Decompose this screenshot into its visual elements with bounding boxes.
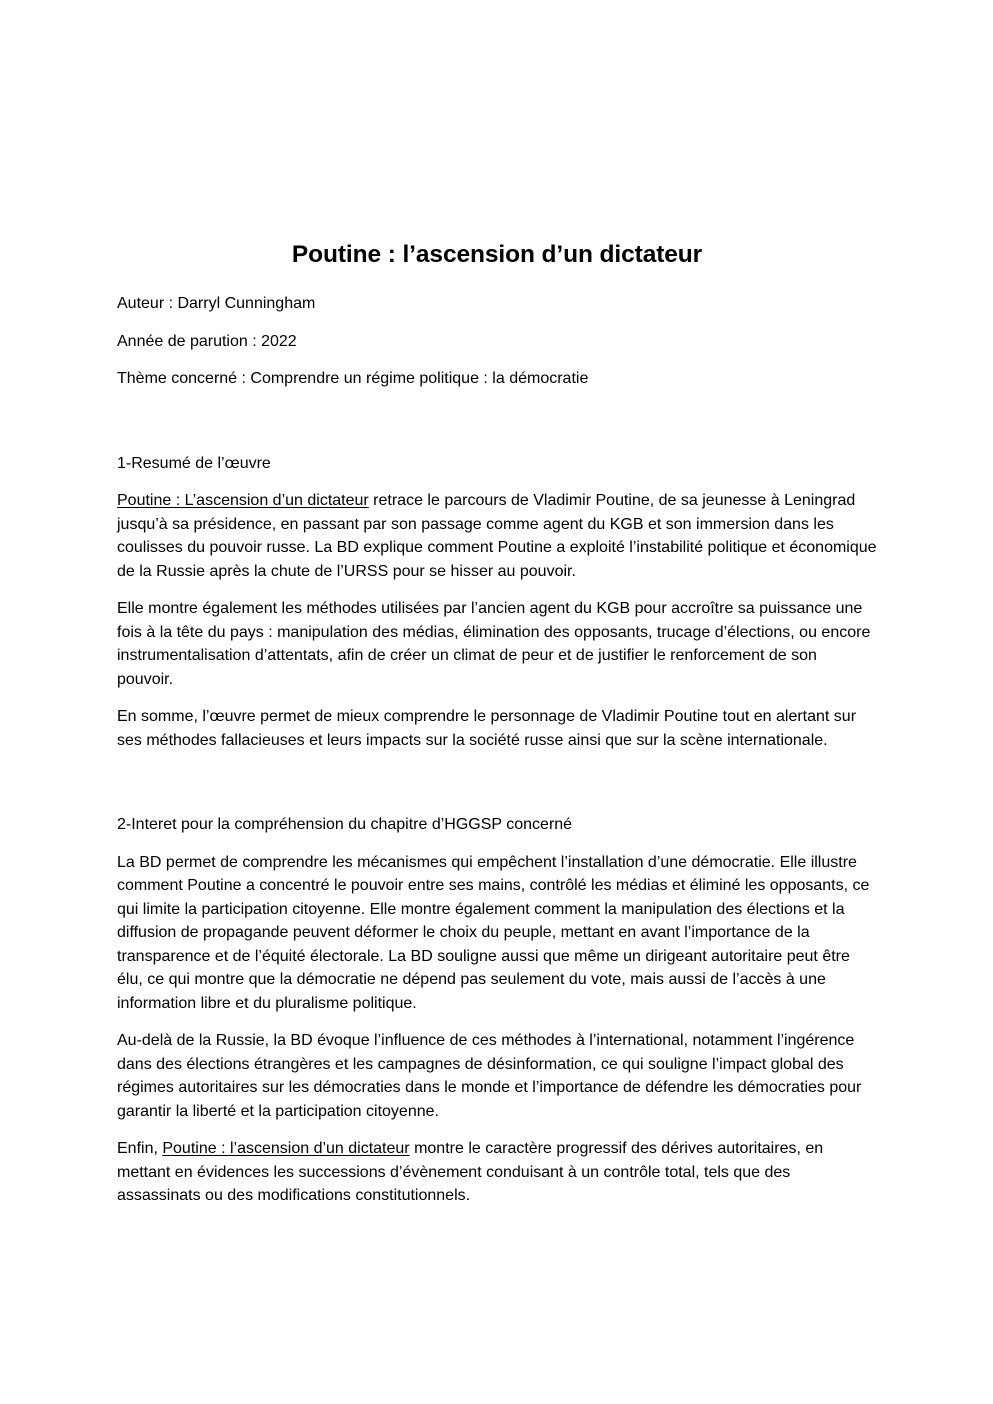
paragraph-summary-2: Elle montre également les méthodes utilisées par l’ancien agent du KGB pour accroître sa puissance une fois à la tête du pays : manipulation des médias, élimination des opposants, trucage d’élections, ou encore instrumentalisation d’attentats, afin de créer un climat de peur et de justifier le renforcement de son pouvoir. bbox=[117, 600, 871, 688]
section-heading-2: 2-Interet pour la compréhension du chapitre d’HGGSP concerné bbox=[117, 816, 573, 833]
paragraph-interest-3 bbox=[117, 1137, 877, 1208]
metadata-author: Auteur : Darryl Cunningham bbox=[117, 295, 316, 312]
paragraph-interest-3-prefix: Enfin, bbox=[117, 1140, 163, 1157]
paragraph-interest-3-text: montre le caractère progressif des dérives autoritaires, en mettant en évidences les successions d’évènement conduisant à un contrôle total, tels que des assassinats ou des modifications constitutionnels. bbox=[117, 1140, 824, 1204]
paragraph-interest-1: La BD permet de comprendre les mécanismes qui empêchent l’installation d’une démocratie. Elle illustre comment Poutine a concentré le pouvoir entre ses mains, contrôlé les médias et éliminé les opposants, ce qui limite la participation citoyenne. Elle montre également comment la manipulation des élections et la diffusion de propagande peuvent déformer le choix du peuple, mettant en avant l’importance de la transparence et de l’équité électorale. La BD souligne aussi que même un dirigeant autoritaire peut être élu, ce qui montre que la démocratie ne dépend pas seulement du vote, mais aussi de l’accès à une information libre et du pluralisme politique. bbox=[117, 853, 870, 1012]
paragraph-summary-3: En somme, l’œuvre permet de mieux comprendre le personnage de Vladimir Poutine tout en alertant sur ses méthodes fallacieuses et leurs impacts sur la société russe ainsi que sur la scène internationale. bbox=[117, 708, 857, 749]
paragraph-interest-2: Au-delà de la Russie, la BD évoque l’influence de ces méthodes à l’international, notamment l’ingérence dans des élections étrangères et les campagnes de désinformation, ce qui souligne l’impact global des régimes autoritaires sur les démocraties dans le monde et l’importance de défendre les démocraties pour garantir la liberté et la participation citoyenne. bbox=[117, 1032, 862, 1120]
page-title: Poutine : l’ascension d’un dictateur bbox=[291, 241, 703, 268]
section-gap-2 bbox=[117, 766, 877, 813]
work-title-underlined: Poutine : L’ascension d’un dictateur bbox=[117, 492, 369, 509]
paragraph-summary-1 bbox=[117, 489, 877, 583]
metadata-theme: Thème concerné : Comprendre un régime politique : la démocratie bbox=[117, 370, 589, 387]
metadata-publication-year: Année de parution : 2022 bbox=[117, 332, 297, 350]
document-body bbox=[117, 240, 877, 1208]
paragraph-summary-1-text: retrace le parcours de Vladimir Poutine, de sa jeunesse à Leningrad jusqu’à sa présidence, en passant par son passage comme agent du KGB et son immersion dans les coulisses du pouvoir russe. La BD explique comment Poutine a exploité l’instabilité politique et économique de la Russie après la chute de l’URSS pour se hisser au pouvoir. bbox=[117, 492, 877, 580]
work-title-underlined-2: Poutine : l’ascension d’un dictateur bbox=[162, 1140, 410, 1157]
section-gap-1 bbox=[117, 405, 877, 452]
section-heading-1: 1-Resumé de l’œuvre bbox=[117, 454, 271, 472]
